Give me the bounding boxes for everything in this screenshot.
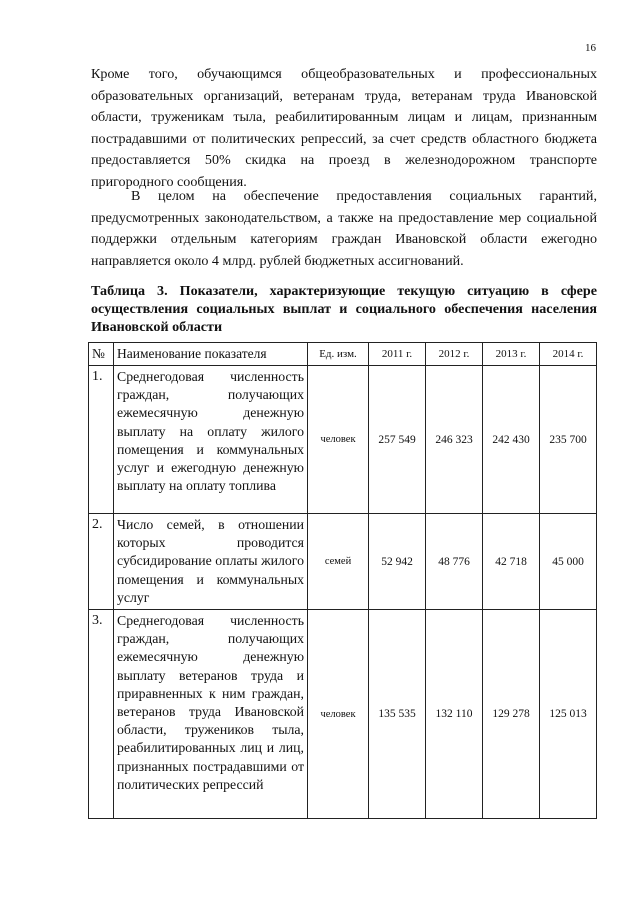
value-2014: 235 700 — [540, 366, 597, 514]
value-2012: 48 776 — [426, 514, 483, 610]
table-caption: Таблица 3. Показатели, характеризующие текущую ситуацию в сфере осуществления социальных выплат и социального обеспечения населения Ивановской области — [91, 283, 597, 335]
table-row — [89, 610, 597, 819]
row-number: 1. — [89, 366, 114, 514]
table-header-row — [89, 343, 597, 366]
header-num: № — [89, 343, 114, 366]
value-2014: 125 013 — [540, 610, 597, 819]
page-number: 16 — [585, 42, 596, 54]
paragraph: В целом на обеспечение предоставления социальных гарантий, предусмотренных законодательством, а также на предоставление мер социальной поддержки отдельным категориям граждан Ивановской области ежегодно направляется около 4 млрд. рублей бюджетных ассигнований. — [91, 188, 597, 269]
value-2012: 246 323 — [426, 366, 483, 514]
value-2011: 257 549 — [369, 366, 426, 514]
value-2013: 129 278 — [483, 610, 540, 819]
value-2011: 52 942 — [369, 514, 426, 610]
header-name: Наименование показателя — [114, 343, 308, 366]
header-unit: Ед. изм. — [308, 343, 369, 366]
value-2011: 135 535 — [369, 610, 426, 819]
indicator-name: Число семей, в отношении которых проводится субсидирование оплаты жилого помещения и коммунальных услуг — [114, 514, 308, 610]
unit-cell: человек — [308, 366, 369, 514]
unit-cell: человек — [308, 610, 369, 819]
table-row — [89, 366, 597, 514]
unit-cell: семей — [308, 514, 369, 610]
indicators-table — [88, 342, 597, 819]
paragraph: Кроме того, обучающимся общеобразовательных и профессиональных образовательных организаций, ветеранам труда, ветеранам труда Ивановской области, труженикам тыла, реабилитированным лицам и лицам, признанным пострадавшими от политических репрессий, за счет средств областного бюджета предоставляется 50% скидка на проезд в железнодорожном транспорте пригородного сообщения. — [91, 66, 597, 190]
value-2013: 242 430 — [483, 366, 540, 514]
indicator-name: Среднегодовая численность граждан, получающих ежемесячную денежную выплату ветеранов труда и приравненных к ним граждан, ветеранов труда Ивановской области, тружеников тыла, реабилитированных лиц и лиц, признанных пострадавшими от политических репрессий — [114, 610, 308, 819]
value-2012: 132 110 — [426, 610, 483, 819]
row-number: 3. — [89, 610, 114, 819]
header-2013: 2013 г. — [483, 343, 540, 366]
value-2014: 45 000 — [540, 514, 597, 610]
indicator-name: Среднегодовая численность граждан, получающих ежемесячную денежную выплату на оплату жилого помещения и коммунальных услуг и ежегодную денежную выплату на оплату топлива — [114, 366, 308, 514]
value-2013: 42 718 — [483, 514, 540, 610]
header-2014: 2014 г. — [540, 343, 597, 366]
header-2011: 2011 г. — [369, 343, 426, 366]
table-row — [89, 514, 597, 610]
header-2012: 2012 г. — [426, 343, 483, 366]
row-number: 2. — [89, 514, 114, 610]
